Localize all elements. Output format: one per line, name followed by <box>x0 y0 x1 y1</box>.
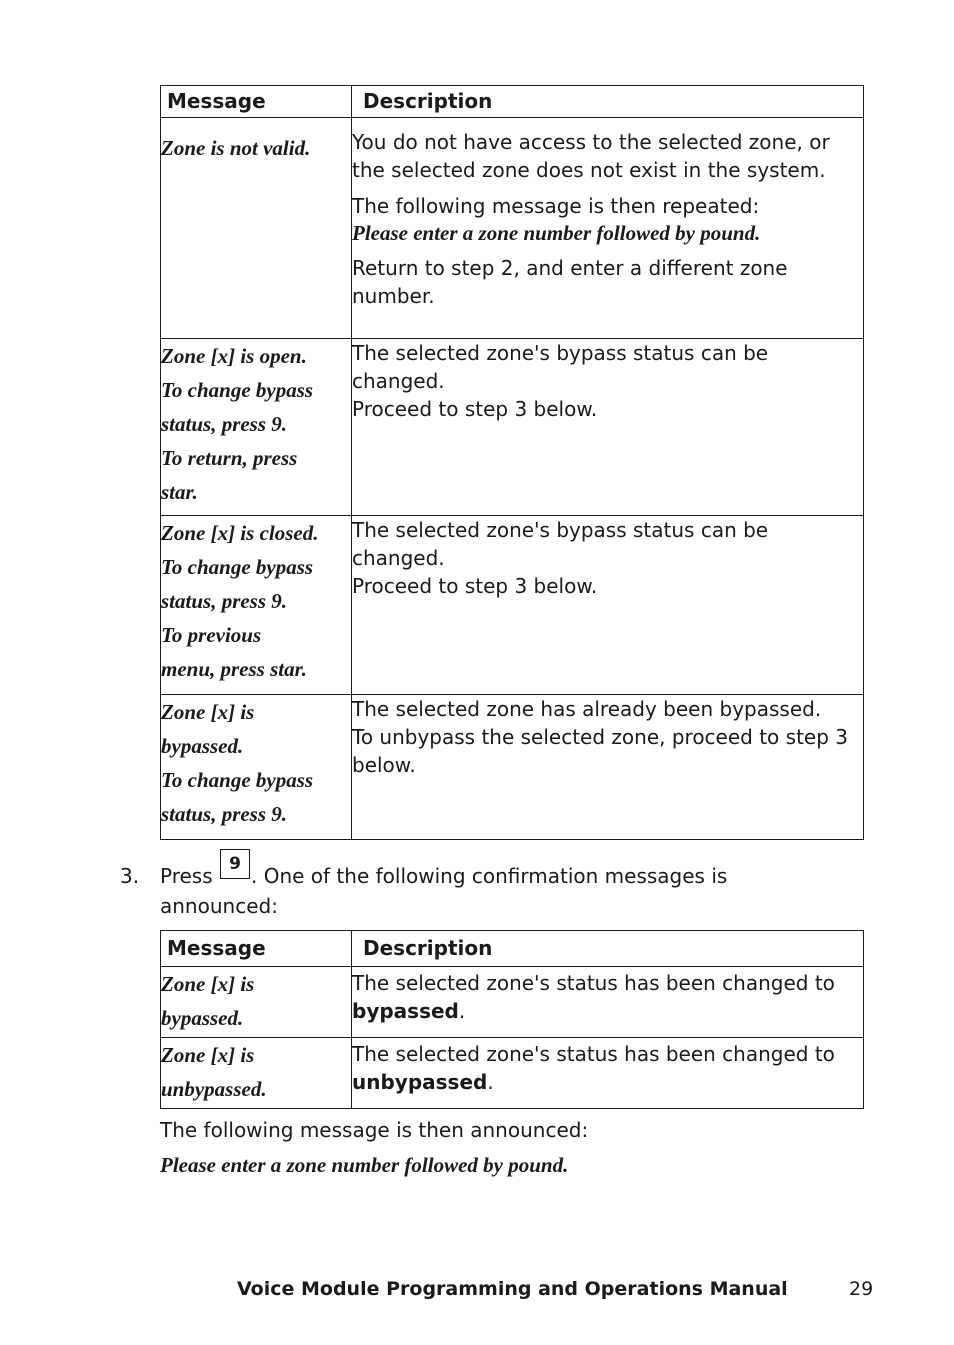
table-row <box>161 516 864 695</box>
description-text: The selected zone's status has been changed to <box>352 971 835 995</box>
message-line: To change bypass <box>161 555 314 579</box>
after-text: The following message is then announced: <box>160 1118 589 1142</box>
key-9-icon: 9 <box>220 849 250 879</box>
description-text: The selected zone has already been bypassed. <box>352 697 822 721</box>
description-text: The selected zone's status has been changed to <box>352 1042 835 1066</box>
announced-message: Please enter a zone number followed by pound. <box>160 1153 569 1177</box>
message-cell <box>161 118 352 339</box>
table-row <box>161 339 864 516</box>
message-line: bypassed. <box>161 734 244 758</box>
column-header-message: Message <box>161 931 352 967</box>
description-text: The selected zone's bypass status can be changed. <box>352 518 769 570</box>
message-line: Zone [x] is open. <box>161 344 307 368</box>
step-text-after: . One of the following confirmation messages is announced: <box>160 864 728 918</box>
description-text: The selected zone's bypass status can be changed. <box>352 341 769 393</box>
announced-message: Please enter a zone number followed by pound. <box>352 221 761 245</box>
message-cell <box>161 339 352 516</box>
table-header-row <box>161 86 864 118</box>
message-line: status, press 9. <box>161 802 288 826</box>
message-line: To previous <box>161 623 262 647</box>
description-text: Proceed to step 3 below. <box>352 574 598 598</box>
message-line: To return, press <box>161 446 298 470</box>
status-value: unbypassed <box>352 1070 488 1094</box>
description-cell <box>352 118 864 339</box>
table-row <box>161 118 864 339</box>
message-line: Zone [x] is <box>161 700 255 724</box>
description-text: To unbypass the selected zone, proceed to step 3 below. <box>352 725 848 777</box>
message-line: status, press 9. <box>161 412 288 436</box>
step-text-before: Press <box>160 864 219 888</box>
description-cell <box>352 516 864 695</box>
step-instruction <box>160 854 800 920</box>
message-line: Zone is not valid. <box>161 136 311 160</box>
message-line: status, press 9. <box>161 589 288 613</box>
description-text: . <box>487 1070 494 1094</box>
message-line: To change bypass <box>161 768 314 792</box>
message-line: Zone [x] is <box>161 1043 255 1067</box>
message-cell <box>161 695 352 840</box>
message-cell <box>161 1038 352 1109</box>
description-text: Proceed to step 3 below. <box>352 397 598 421</box>
description-text: You do not have access to the selected zone, or the selected zone does not exist in the system. <box>352 130 830 182</box>
message-line: Zone [x] is <box>161 972 255 996</box>
page-number: 29 <box>849 1278 874 1300</box>
step-number: 3. <box>120 864 140 888</box>
footer-title: Voice Module Programming and Operations Manual <box>237 1278 788 1300</box>
message-line: star. <box>161 480 198 504</box>
description-text: The following message is then repeated: <box>352 194 760 218</box>
column-header-description: Description <box>352 931 864 967</box>
message-line: To change bypass <box>161 378 314 402</box>
message-cell <box>161 967 352 1038</box>
confirmation-table <box>160 930 864 1109</box>
message-line: unbypassed. <box>161 1077 267 1101</box>
table-row <box>161 967 864 1038</box>
message-line: bypassed. <box>161 1006 244 1030</box>
messages-table <box>160 85 864 840</box>
table-header-row <box>161 931 864 967</box>
description-cell <box>352 967 864 1038</box>
table-row <box>161 695 864 840</box>
column-header-description: Description <box>352 86 864 118</box>
description-text: Return to step 2, and enter a different zone number. <box>352 256 788 308</box>
message-line: Zone [x] is closed. <box>161 521 319 545</box>
message-line: menu, press star. <box>161 657 307 681</box>
status-value: bypassed <box>352 999 459 1023</box>
description-text: . <box>458 999 466 1023</box>
description-cell <box>352 339 864 516</box>
table-row <box>161 1038 864 1109</box>
message-cell <box>161 516 352 695</box>
description-cell <box>352 695 864 840</box>
description-cell <box>352 1038 864 1109</box>
column-header-message: Message <box>161 86 352 118</box>
